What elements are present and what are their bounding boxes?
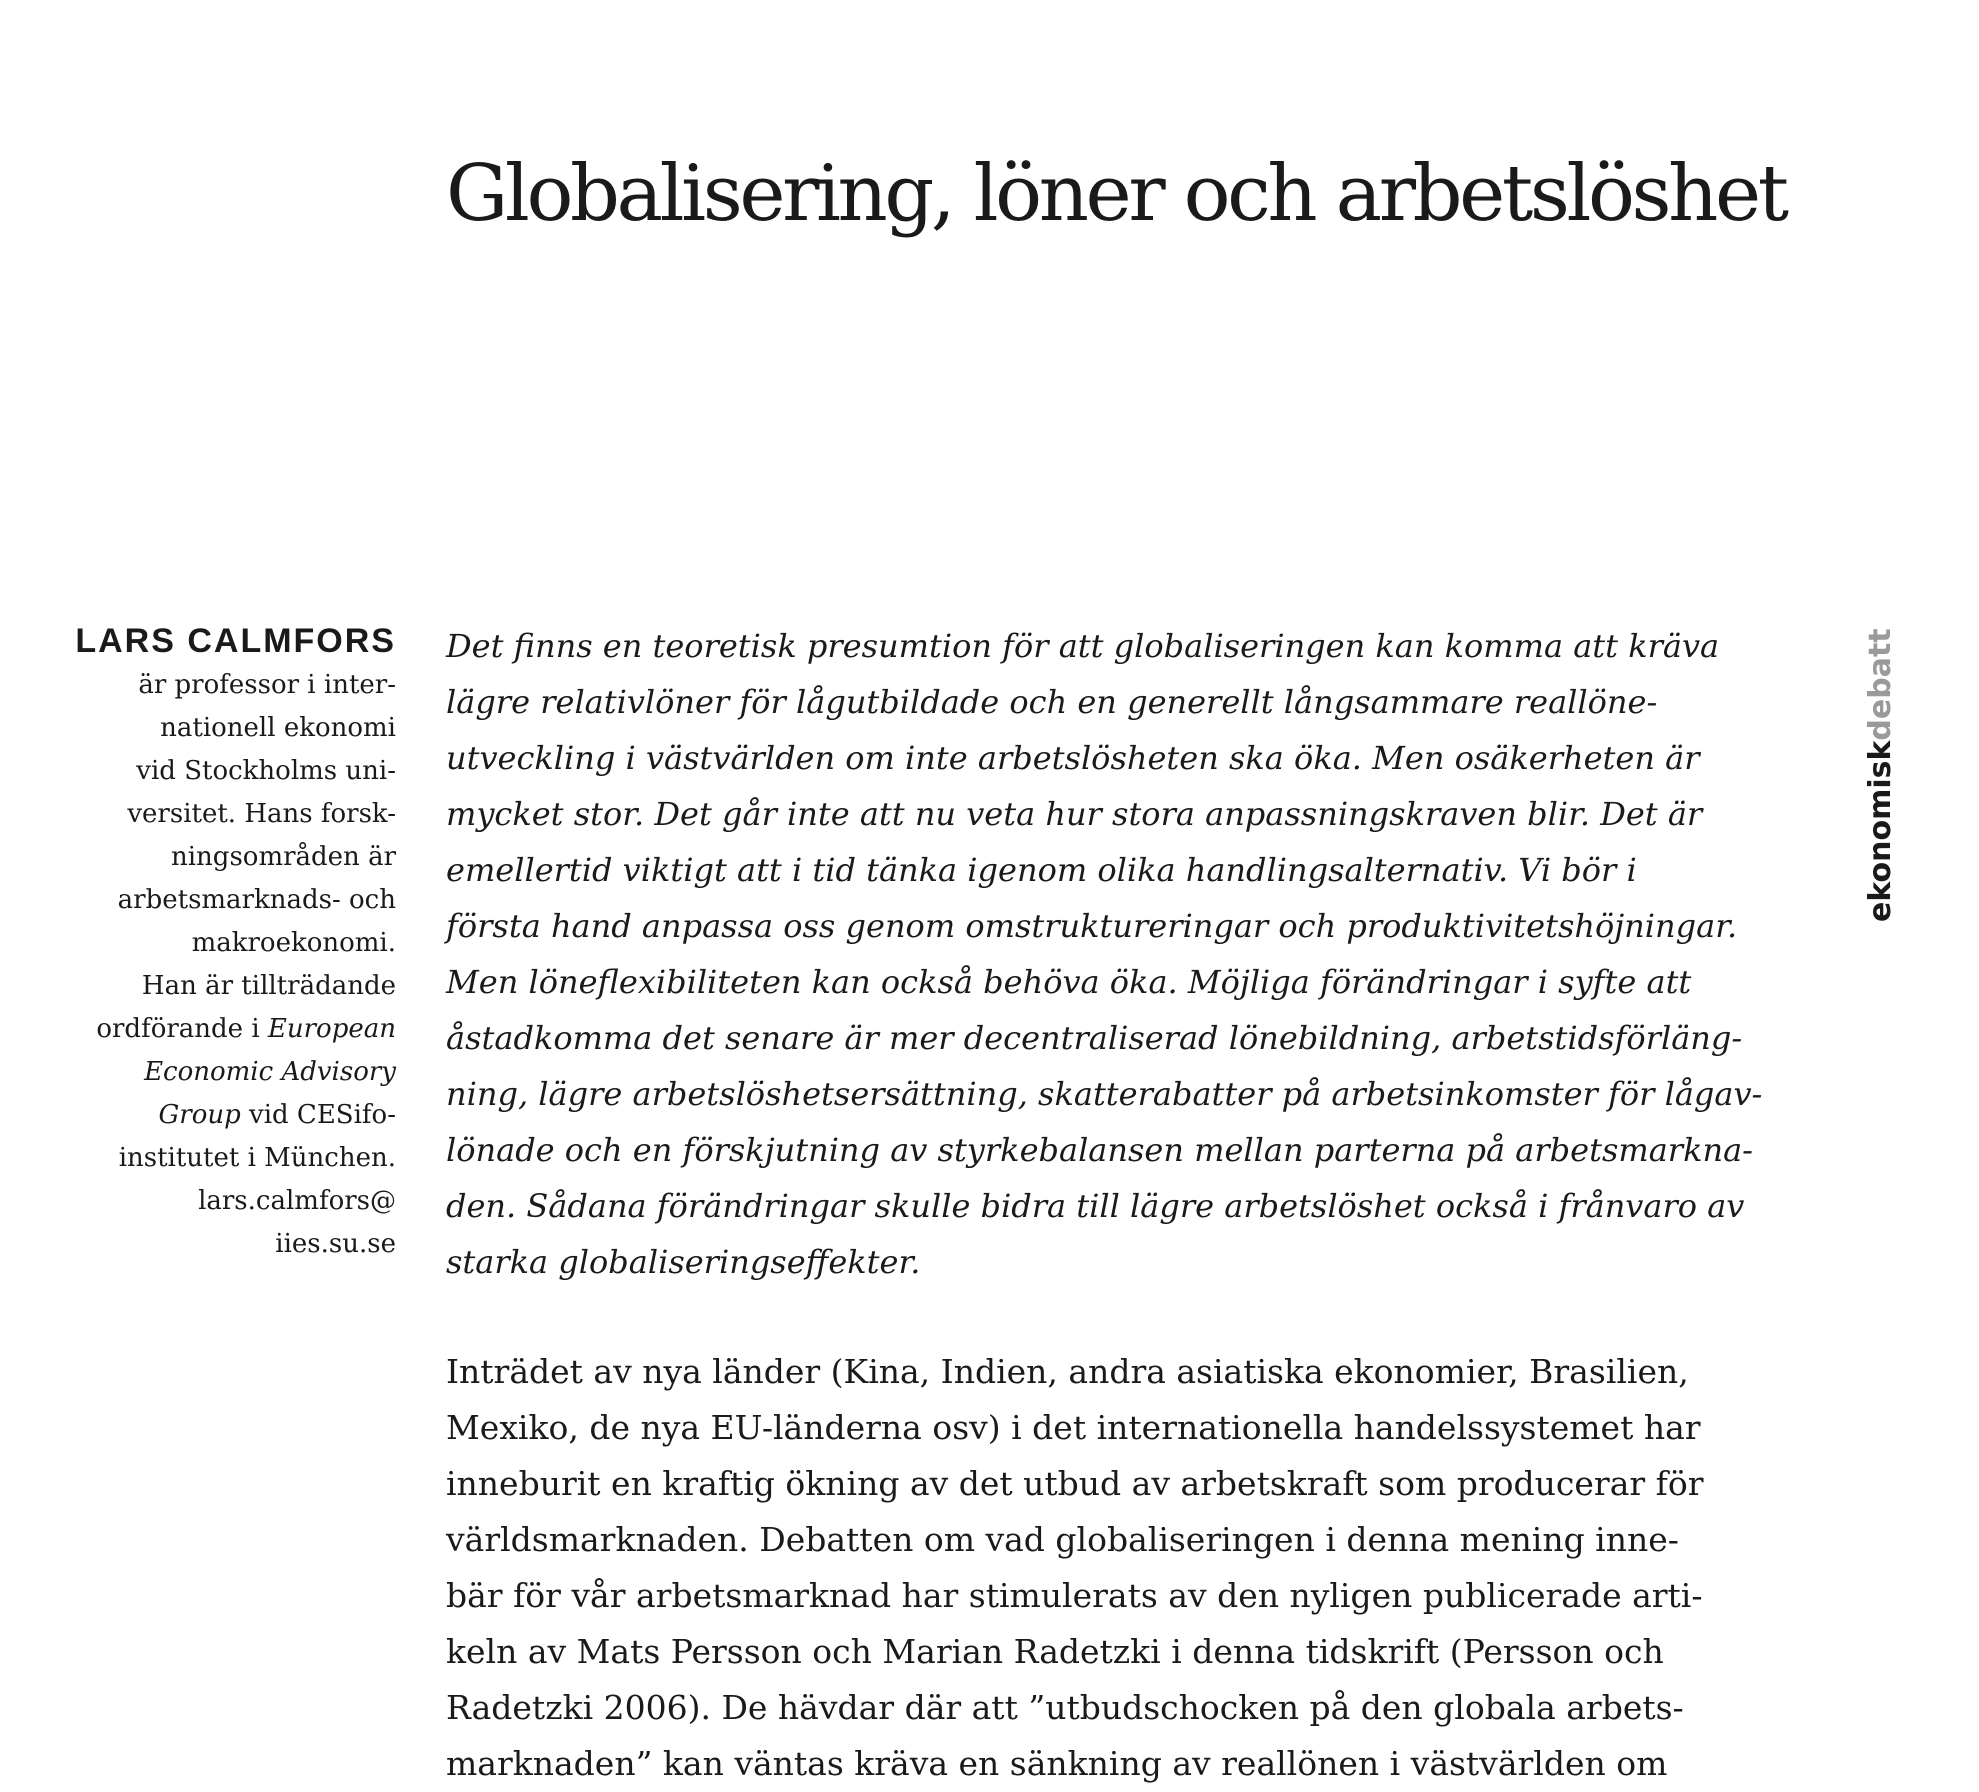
author-sidebar bbox=[40, 618, 396, 1266]
author-bio-line: nationell ekonomi bbox=[160, 713, 396, 743]
body-line: inneburit en kraftig ökning av det utbud av arbetskraft som producerar för bbox=[446, 1464, 1704, 1503]
author-bio-line bbox=[40, 1051, 396, 1094]
abstract-line: emellertid viktigt att i tid tänka igenom olika handlingsalternativ. Vi bör i bbox=[446, 851, 1637, 889]
body-line: Inträdet av nya länder (Kina, Indien, andra asiatiska ekonomier, Brasilien, bbox=[446, 1352, 1689, 1391]
article-body bbox=[446, 1344, 1786, 1792]
article-abstract bbox=[446, 618, 1786, 1290]
body-line: Radetzki 2006). De hävdar där att ”utbudschocken på den globala arbets- bbox=[446, 1688, 1684, 1727]
body-line: Mexiko, de nya EU-länderna osv) i det internationella handelssystemet har bbox=[446, 1408, 1701, 1447]
abstract-line: Men löneflexibiliteten kan också behöva öka. Möjliga förändringar i syfte att bbox=[446, 963, 1692, 1001]
author-email-line[interactable]: lars.calmfors@ bbox=[198, 1186, 396, 1216]
section-label-text bbox=[1863, 628, 1898, 922]
author-bio-line: institutet i München. bbox=[118, 1143, 396, 1173]
author-bio-text: ordförande i bbox=[96, 1014, 268, 1044]
abstract-line: lägre relativlöner för lågutbildade och en generellt långsammare reallöne- bbox=[446, 683, 1658, 721]
author-bio-line: arbetsmarknads- och bbox=[117, 885, 396, 915]
abstract-line: den. Sådana förändringar skulle bidra till lägre arbetslöshet också i frånvaro av bbox=[446, 1187, 1745, 1225]
author-name: LARS CALMFORS bbox=[75, 622, 396, 660]
author-bio-line bbox=[40, 1008, 396, 1051]
abstract-line: utveckling i västvärlden om inte arbetslösheten ska öka. Men osäkerheten är bbox=[446, 739, 1700, 777]
author-bio-line: makroekonomi. bbox=[191, 928, 396, 958]
author-bio-line: är professor i inter- bbox=[138, 670, 396, 700]
abstract-line: åstadkomma det senare är mer decentraliserad lönebildning, arbetstidsförläng- bbox=[446, 1019, 1743, 1057]
author-bio bbox=[40, 664, 396, 1266]
abstract-line: första hand anpassa oss genom omstruktureringar och produktivitetshöjningar. bbox=[446, 907, 1738, 945]
section-label-part1: ekonomisk bbox=[1863, 740, 1898, 922]
abstract-line: lönade och en förskjutning av styrkebalansen mellan parterna på arbetsmarkna- bbox=[446, 1131, 1753, 1169]
body-line: keln av Mats Persson och Marian Radetzki i denna tidskrift (Persson och bbox=[446, 1632, 1664, 1671]
abstract-line: mycket stor. Det går inte att nu veta hur stora anpassningskraven blir. Det är bbox=[446, 795, 1703, 833]
abstract-line: Det finns en teoretisk presumtion för att globaliseringen kan komma att kräva bbox=[446, 627, 1720, 665]
author-bio-line: vid Stockholms uni- bbox=[136, 756, 396, 786]
body-line: marknaden” kan väntas kräva en sänkning av reallönen i västvärlden om bbox=[446, 1744, 1668, 1783]
body-line: bär för vår arbetsmarknad har stimulerats av den nyligen publicerade arti- bbox=[446, 1576, 1703, 1615]
section-label bbox=[1857, 628, 1898, 932]
abstract-line: ning, lägre arbetslöshetsersättning, skatterabatter på arbetsinkomster för lågav- bbox=[446, 1075, 1763, 1113]
organization-name: Group bbox=[158, 1100, 241, 1130]
author-bio-line: ningsområden är bbox=[171, 842, 396, 872]
abstract-line: starka globaliseringseffekter. bbox=[446, 1243, 921, 1281]
organization-name: Economic Advisory bbox=[144, 1057, 396, 1087]
author-bio-text: vid CESifo- bbox=[240, 1100, 396, 1130]
author-bio-line: versitet. Hans forsk- bbox=[127, 799, 396, 829]
author-email-line[interactable]: iies.su.se bbox=[275, 1229, 396, 1259]
body-line: världsmarknaden. Debatten om vad globaliseringen i denna mening inne- bbox=[446, 1520, 1679, 1559]
author-bio-line bbox=[40, 1094, 396, 1137]
section-label-part2: debatt bbox=[1863, 628, 1898, 741]
author-bio-line: Han är tillträdande bbox=[141, 971, 396, 1001]
article-title: Globalisering, löner och arbetslöshet bbox=[446, 149, 1786, 239]
organization-name: European bbox=[267, 1014, 396, 1044]
